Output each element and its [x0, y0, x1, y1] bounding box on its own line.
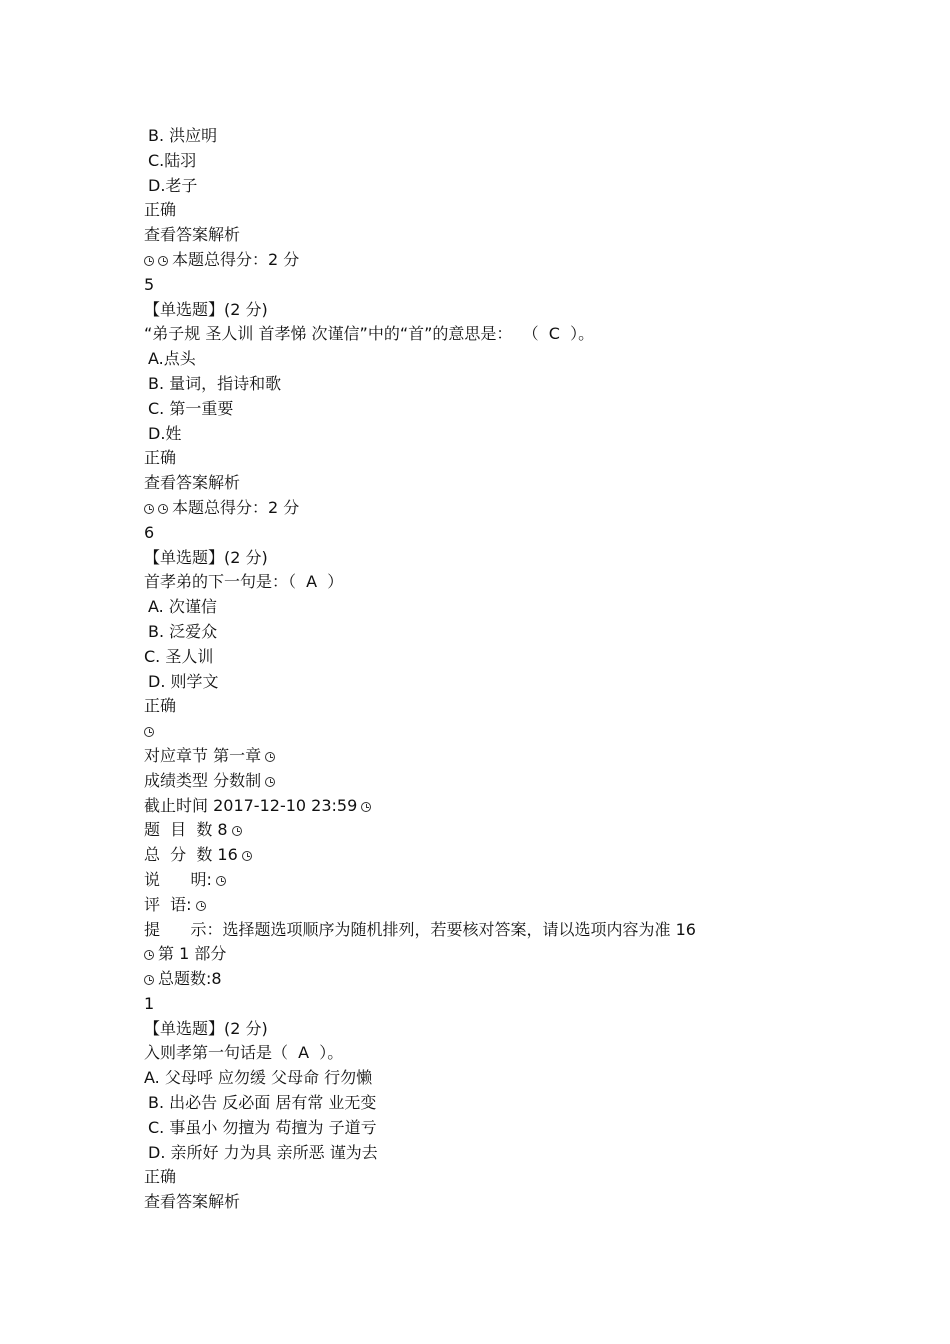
- result-text: [144, 694, 924, 719]
- clock-icon: [144, 504, 154, 514]
- view-analysis-link-label[interactable]: 查看答案解析: [144, 473, 241, 493]
- answer-option-label: B. 量词，指诗和歌: [148, 373, 282, 393]
- answer-option-label: A. 次谨信: [148, 597, 217, 617]
- clock-icon: [361, 802, 371, 812]
- question-score-label: 本题总得分：2 分: [172, 497, 300, 517]
- answer-option: [144, 645, 924, 670]
- answer-option: [144, 397, 924, 422]
- view-analysis-link-label[interactable]: 查看答案解析: [144, 1192, 241, 1212]
- clock-icon: [158, 256, 168, 266]
- question-number: [144, 521, 924, 546]
- result-text-label: 正确: [144, 696, 177, 716]
- answer-option-label: B. 洪应明: [148, 126, 218, 145]
- answer-option-label: A. 父母呼 应勿缓 父母命 行勿懒: [144, 1068, 373, 1088]
- clock-icon: [158, 504, 168, 514]
- question-number: [144, 273, 924, 298]
- result-text: [144, 446, 924, 471]
- clock-icon: [232, 826, 242, 836]
- assignment-meta-line: [144, 744, 924, 769]
- view-analysis-link[interactable]: [144, 471, 924, 496]
- question-number-label: 6: [144, 522, 155, 542]
- answer-option-label: B. 出必告 反必面 居有常 业无变: [148, 1093, 377, 1113]
- assignment-meta-line: [144, 818, 924, 843]
- clock-icon: [265, 752, 275, 762]
- assignment-meta-line: [144, 843, 924, 868]
- answer-option-label: A.点头: [148, 349, 196, 369]
- clock-icon: [144, 727, 154, 737]
- question-type-label: 【单选题】(2 分): [144, 547, 268, 567]
- answer-option: [144, 1091, 924, 1116]
- answer-option: [144, 1116, 924, 1141]
- answer-option: [144, 372, 924, 397]
- question-text: [144, 1041, 924, 1066]
- answer-option: [144, 174, 924, 199]
- result-text-label: 正确: [144, 200, 177, 220]
- answer-option-label: C. 事虽小 勿擅为 苟擅为 子道亏: [148, 1117, 377, 1137]
- answer-option: [144, 595, 924, 620]
- question-number-label: 1: [144, 993, 155, 1013]
- answer-option-label: C. 圣人训: [144, 646, 214, 666]
- section-line-label: 总题数:8: [158, 969, 222, 989]
- question-type: [144, 298, 924, 323]
- answer-option: [144, 1066, 924, 1091]
- answer-option: [144, 422, 924, 447]
- answer-option: [144, 347, 924, 372]
- view-analysis-link[interactable]: [144, 1190, 924, 1215]
- clock-icon: [196, 901, 206, 911]
- assignment-meta-line: [144, 769, 924, 794]
- question-text-label: 首孝弟的下一句是：（ A ）: [144, 572, 344, 592]
- answer-option-label: C.陆羽: [148, 150, 197, 170]
- answer-option-label: D. 则学文: [148, 671, 219, 691]
- question-type: [144, 546, 924, 571]
- answer-option: [144, 124, 924, 149]
- icon-line: [144, 719, 924, 744]
- assignment-meta-line: [144, 893, 924, 918]
- question-score: [144, 248, 924, 273]
- question-text: [144, 322, 924, 347]
- answer-option-label: D.姓: [148, 423, 182, 443]
- result-text-label: 正确: [144, 448, 177, 468]
- answer-option-label: B. 泛爱众: [148, 621, 218, 641]
- question-score: [144, 496, 924, 521]
- question-type-label: 【单选题】(2 分): [144, 1018, 268, 1038]
- answer-option-label: D. 亲所好 力为具 亲所恶 谨为去: [148, 1142, 378, 1162]
- assignment-meta-line-label: 成绩类型 分数制: [144, 770, 262, 790]
- view-analysis-link[interactable]: [144, 223, 924, 248]
- answer-option: [144, 670, 924, 695]
- assignment-meta-line-label: 提 示：选择题选项顺序为随机排列，若要核对答案，请以选项内容为准 16: [144, 919, 696, 939]
- question-text: [144, 570, 924, 595]
- result-text: [144, 198, 924, 223]
- clock-icon: [242, 851, 252, 861]
- view-analysis-link-label[interactable]: 查看答案解析: [144, 225, 241, 245]
- document-content: [144, 124, 924, 1215]
- result-text-label: 正确: [144, 1167, 177, 1187]
- question-number: [144, 992, 924, 1017]
- section-line: [144, 942, 924, 967]
- clock-icon: [265, 777, 275, 787]
- assignment-meta-line-label: 截止时间 2017-12-10 23:59: [144, 795, 358, 815]
- clock-icon: [144, 950, 154, 960]
- assignment-meta-line: [144, 918, 924, 943]
- section-line-label: 第 1 部分: [158, 944, 227, 964]
- assignment-meta-line-label: 说 明:: [144, 869, 212, 889]
- question-number-label: 5: [144, 274, 155, 294]
- clock-icon: [144, 975, 154, 985]
- answer-option-label: C. 第一重要: [148, 398, 234, 418]
- assignment-meta-line: [144, 868, 924, 893]
- assignment-meta-line-label: 评 语:: [144, 894, 192, 914]
- question-type-label: 【单选题】(2 分): [144, 299, 268, 319]
- assignment-meta-line: [144, 794, 924, 819]
- assignment-meta-line-label: 题 目 数 8: [144, 820, 228, 840]
- assignment-meta-line-label: 总 分 数 16: [144, 845, 238, 865]
- answer-option: [144, 1141, 924, 1166]
- answer-option: [144, 620, 924, 645]
- answer-option: [144, 149, 924, 174]
- clock-icon: [144, 256, 154, 266]
- assignment-meta-line-label: 对应章节 第一章: [144, 745, 262, 765]
- clock-icon: [216, 876, 226, 886]
- question-text-label: “弟子规 圣人训 首孝悌 次谨信”中的“首”的意思是： （ C ）。: [144, 324, 595, 344]
- section-line: [144, 967, 924, 992]
- result-text: [144, 1165, 924, 1190]
- question-text-label: 入则孝第一句话是（ A ）。: [144, 1043, 344, 1063]
- answer-option-label: D.老子: [148, 175, 198, 195]
- question-score-label: 本题总得分：2 分: [172, 249, 300, 269]
- question-type: [144, 1017, 924, 1042]
